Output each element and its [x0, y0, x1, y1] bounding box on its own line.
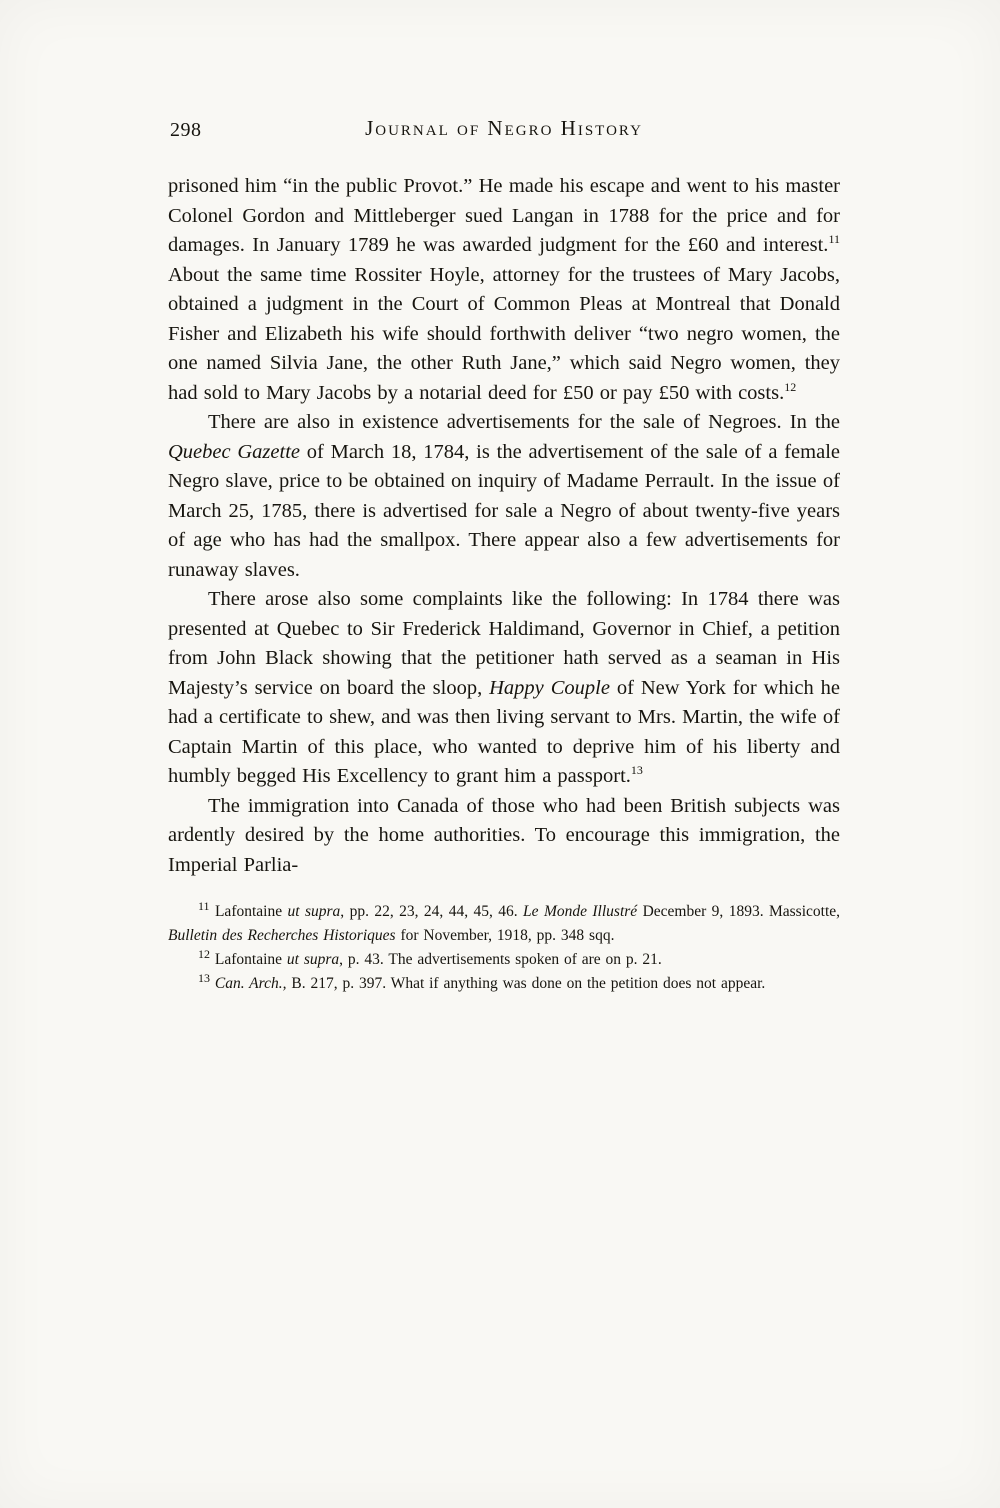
text-run: Lafontaine [209, 903, 288, 920]
text-run: , p. 43. The advertisements spoken of are on p. 21. [339, 951, 662, 968]
paragraph [168, 792, 840, 881]
footnote-ref: 11 [828, 232, 840, 247]
text-run: Happy Couple [489, 676, 610, 699]
text-run: Bulletin des Recherches Historiques [168, 927, 396, 944]
text-run: Can. Arch., [214, 975, 287, 992]
page-content [168, 116, 840, 996]
text-run: There are also in existence advertisements for the sale of Negroes. In the [208, 411, 840, 433]
text-run: December 9, 1893. Massicotte, [637, 903, 840, 920]
page-number: 298 [170, 119, 202, 141]
paragraph [168, 408, 840, 585]
text-run: Le Monde Illustré [523, 903, 638, 920]
text-run: Quebec Gazette [168, 440, 300, 463]
footnote-ref: 12 [198, 946, 210, 961]
text-run: About the same time Rossiter Hoyle, attorney for the trustees of Mary Jacobs, obtained a judgment in the Court of Common Pleas at Montreal that Donald Fisher and Elizabeth his wife should forthwith deliver “two negro women, the one named Silvia Jane, the other Ruth Jane,” which said Negro women, they had sold to Mary Jacobs by a notarial deed for £50 or pay £50 with costs. [168, 263, 840, 404]
text-run: ut supra [287, 903, 341, 920]
footnote-ref: 13 [630, 763, 643, 778]
text-run: prisoned him “in the public Provot.” He made his escape and went to his master Colonel Gordon and Mittleberger sued Langan in 1788 for the price and for damages. In January 1789 he was awarded judgment for the £60 and interest. [168, 175, 840, 256]
footnote [168, 948, 840, 972]
paragraph [168, 172, 840, 408]
text-run: of New York for which he had a certificate to shew, and was then living servant to Mrs. Martin, the wife of Captain Martin of this place, who wanted to deprive him of his liberty and humbly begged His Excellency to grant him a passport. [168, 676, 840, 787]
footnote-ref: 13 [198, 970, 210, 985]
journal-title: Journal of Negro History [365, 116, 643, 140]
text-run: ut supra [286, 951, 340, 968]
footnote-ref: 11 [198, 898, 210, 913]
body-paragraphs [168, 172, 840, 880]
footnote [168, 972, 840, 996]
text-run: Lafontaine [210, 951, 287, 968]
running-head [168, 116, 840, 148]
text-run: of March 18, 1784, is the advertisement of the sale of a female Negro slave, price to be obtained on inquiry of Madame Perrault. In the issue of March 25, 1785, there is advertised for sale a Negro of about twenty-five years of age who has had the smallpox. There appear also a few advertisements for runaway slaves. [168, 440, 840, 581]
text-run: for November, 1918, pp. 348 sqq. [395, 927, 615, 944]
footnote-ref: 12 [784, 379, 797, 394]
footnotes [168, 900, 840, 996]
paragraph [168, 585, 840, 792]
text-run: , pp. 22, 23, 24, 44, 45, 46. [340, 903, 524, 920]
footnote [168, 900, 840, 948]
text-run: There arose also some complaints like the following: In 1784 there was presented at Quebec to Sir Frederick Haldimand, Governor in Chief, a petition from John Black showing that the petitioner hath served as a seaman in His Majesty’s service on board the sloop, [168, 588, 840, 699]
text-run: B. 217, p. 397. What if anything was done on the petition does not appear. [286, 975, 766, 992]
text-run: The immigration into Canada of those who had been British subjects was ardently desired by the home authorities. To encourage this immigration, the Imperial Parlia- [168, 794, 840, 876]
